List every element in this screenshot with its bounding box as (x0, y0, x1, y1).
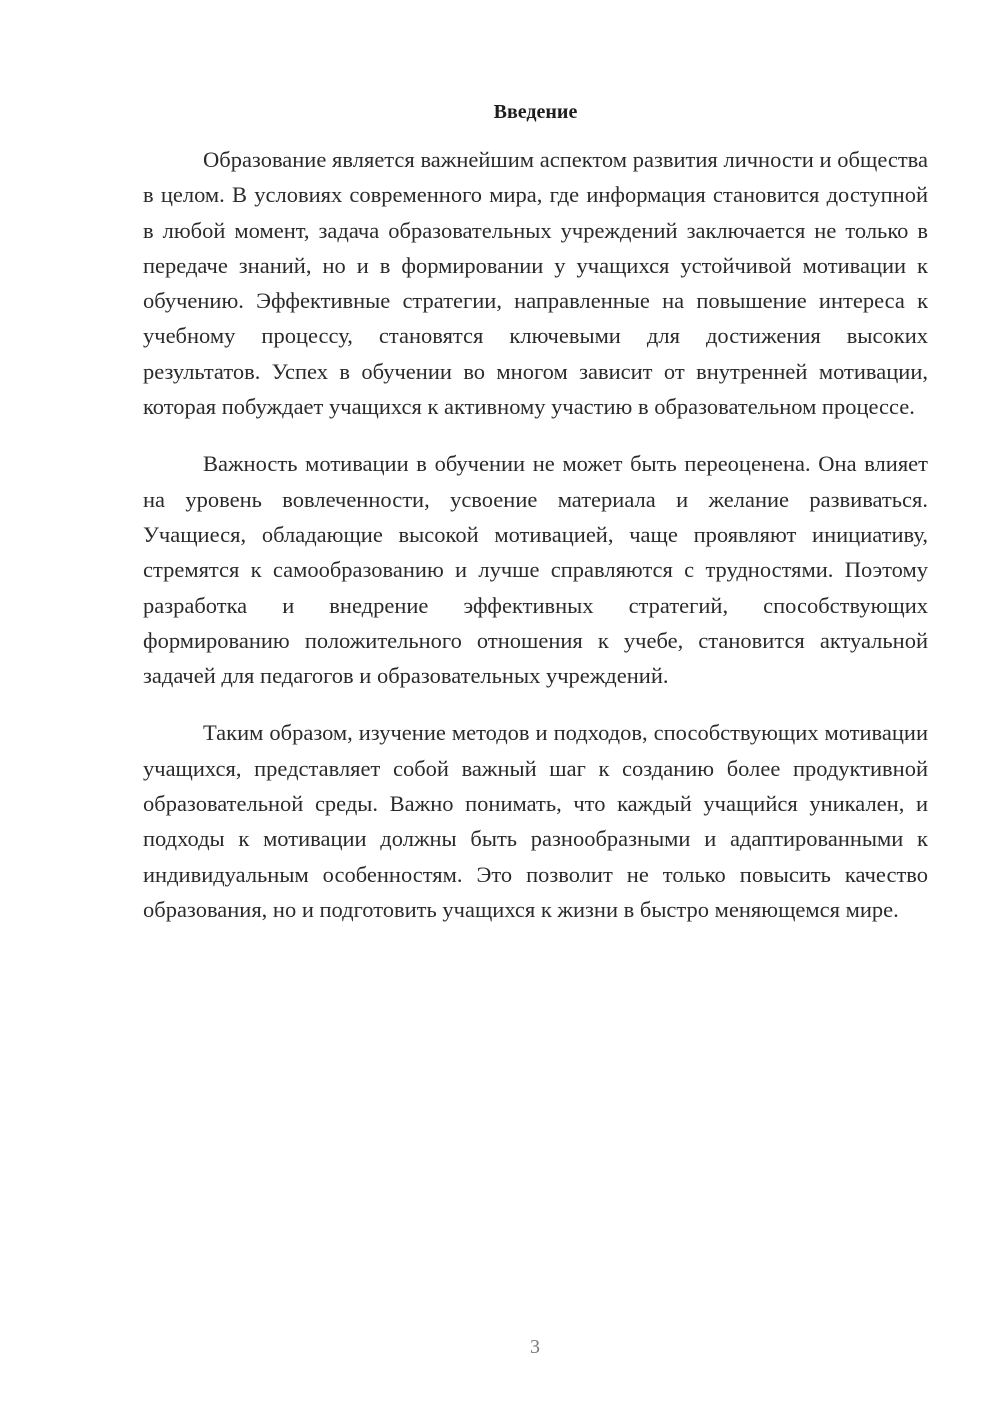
paragraph-3: Таким образом, изучение методов и подходов, способствующих мотивации учащихся, представляет собой важный шаг к созданию более продуктивной образовательной среды. Важно понимать, что каждый учащийся уникален, и подходы к мотивации должны быть разнообразными и адаптированными к индивидуальным особенностям. Это позволит не только повысить качество образования, но и подготовить учащихся к жизни в быстро меняющемся мире. (143, 720, 928, 922)
section-heading: Введение (493, 101, 578, 123)
body-text (143, 142, 928, 949)
page-number: 3 (530, 1336, 540, 1358)
paragraph-1: Образование является важнейшим аспектом развития личности и общества в целом. В условиях современного мира, где информация становится доступной в любой момент, задача образовательных учреждений заключается не только в передаче знаний, но и в формировании у учащихся устойчивой мотивации к обучению. Эффективные стратегии, направленные на повышение интереса к учебному процессу, становятся ключевыми для достижения высоких результатов. Успех в обучении во многом зависит от внутренней мотивации, которая побуждает учащихся к активному участию в образовательном процессе. (143, 147, 928, 420)
paragraph-2: Важность мотивации в обучении не может быть переоценена. Она влияет на уровень вовлеченности, усвоение материала и желание развиваться. Учащиеся, обладающие высокой мотивацией, чаще проявляют инициативу, стремятся к самообразованию и лучше справляются с трудностями. Поэтому разработка и внедрение эффективных стратегий, способствующих формированию положительного отношения к учебе, становится актуальной задачей для педагогов и образовательных учреждений. (143, 451, 928, 689)
